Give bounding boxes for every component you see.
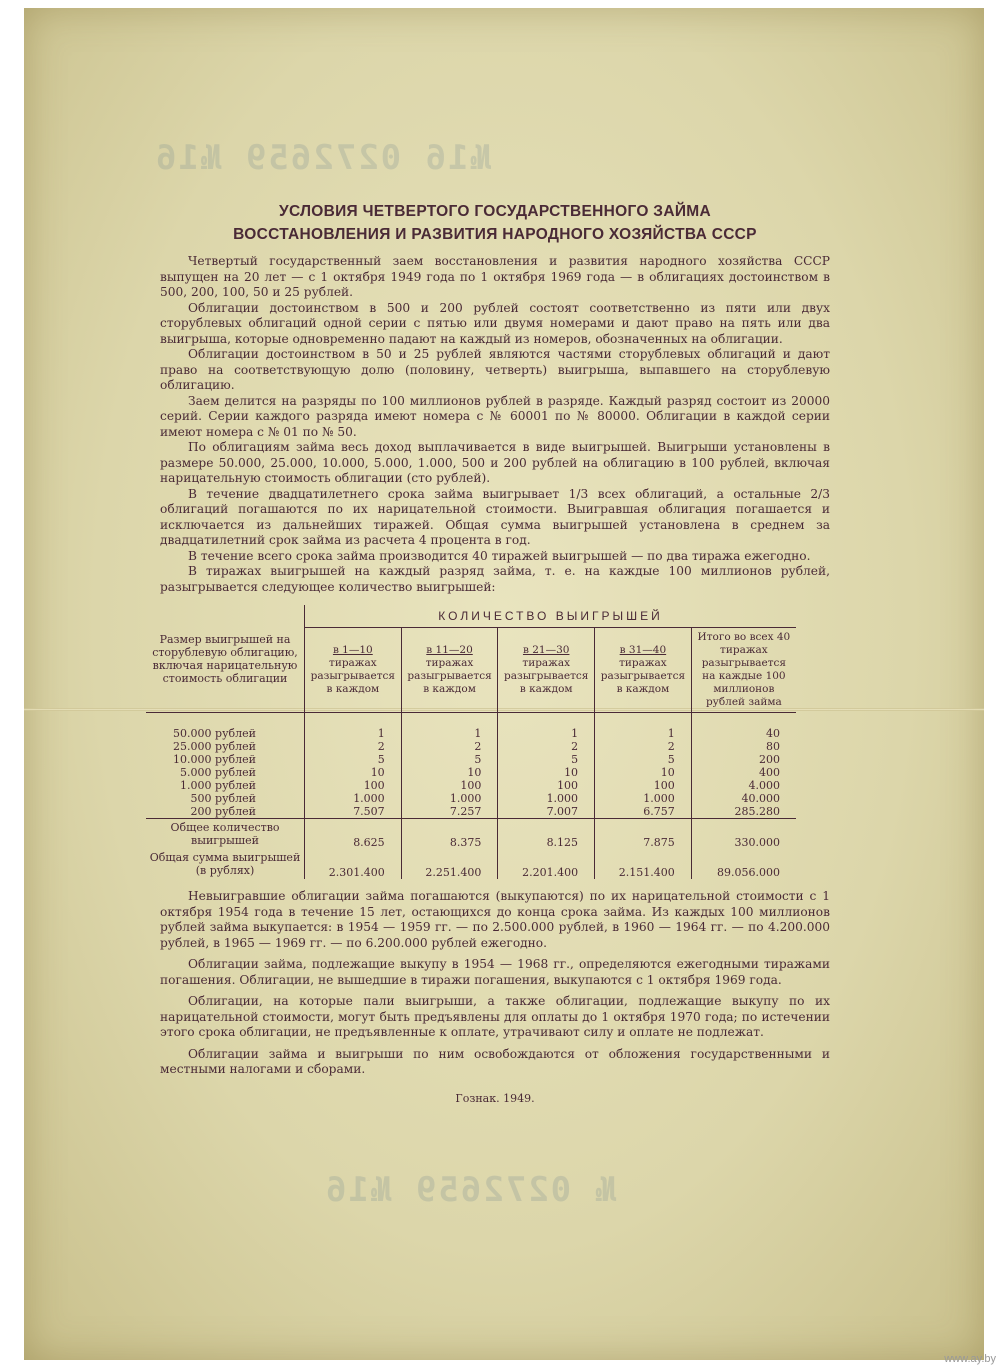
table-cell: 8.625 [305,819,402,850]
table-cell: 7.875 [595,819,692,850]
table-row [146,849,796,879]
table-cell: 2.301.400 [305,849,402,879]
total-count-label: Общее количество выигрышей [146,819,305,850]
column-header: в 1—10 тиражах разыгрывается в каждом [305,628,402,713]
table-cell: 400 [759,766,780,779]
table-cell: 5 [305,753,402,766]
prize-table [146,605,796,879]
table-cell: 7.007 [498,805,595,819]
table-cell: 330.000 [691,819,796,850]
table-cell: 1 [305,727,402,740]
table-cell: 40.000 [741,792,780,805]
prize-amount: 5.000 рублей [146,766,305,779]
total-sum-label: Общая сумма выигрышей (в рублях) [146,849,305,879]
closing-paragraphs [160,889,830,1078]
table-cell: 100 [595,779,692,792]
table-cell: 5 [498,753,595,766]
table-cell: 1.000 [401,792,498,805]
column-header: в 31—40 тиражах разыгрывается в каждом [595,628,692,713]
table-cell: 10 [498,766,595,779]
table-cell: 1.000 [305,792,402,805]
table-top-header: КОЛИЧЕСТВО ВЫИГРЫШЕЙ [305,605,797,628]
table-row [146,792,796,805]
table-cell: 1 [498,727,595,740]
prize-amount: 200 рублей [146,805,305,819]
table-cell: 2 [305,740,402,753]
table-cell: 200 [759,753,780,766]
prize-amount: 25.000 рублей [146,740,305,753]
table-cell: 10 [305,766,402,779]
table-row [146,727,796,740]
paragraph: Облигации достоинством в 50 и 25 рублей являются частями сторублевых облигаций и дают право на соответствующую долю (половину, четверть) выигрыша, выпавшего на сторублевую облигацию. [160,347,830,392]
table-cell: 100 [401,779,498,792]
bleed-through-serial-top: №16 0272659 №16 [154,138,492,178]
table-cell: 2.201.400 [498,849,595,879]
title-line-1: УСЛОВИЯ ЧЕТВЕРТОГО ГОСУДАРСТВЕННОГО ЗАЙМА [279,203,711,220]
table-left-header: Размер выигрышей на сторублевую облигацию, включая нарицательную стоимость облигации [146,605,305,713]
table-cell: 7.507 [305,805,402,819]
table-cell: 5 [401,753,498,766]
table-cell: 4.000 [748,779,780,792]
table-cell: 285.280 [734,805,780,818]
table-cell: 8.375 [401,819,498,850]
paragraph: Заем делится на разряды по 100 миллионов рублей в разряде. Каждый разряд состоит из 20000 серий. Серии каждого разряда имеют номера с № 60001 по № 80000. Облигации в каждой серии имеют номера с № 01 по № 50. [160,393,830,439]
table-cell: 80 [766,740,780,753]
paragraph: Невыигравшие облигации займа погашаются (выкупаются) по их нарицательной стоимости с 1 октября 1954 года в течение 15 лет, остающихся до конца срока займа. Из каждых 100 миллионов рублей займа выкупается: в 1954 — 1959 гг. — по 2.500.000 рублей, в 1960 — 1964 гг. — по 4.200.000 рублей, в 1965 — 1969 гг. — по 6.200.000 рублей ежегодно. [160,889,830,950]
column-header: в 21—30 тиражах разыгрывается в каждом [498,628,595,713]
table-row [146,766,796,779]
table-cell: 8.125 [498,819,595,850]
paragraph: Облигации займа и выигрыши по ним освобождаются от обложения государственными и местными налогами и сборами. [160,1046,830,1076]
prize-amount: 50.000 рублей [146,727,305,740]
table-cell: 40 [766,727,780,740]
paragraph: Четвертый государственный заем восстановления и развития народного хозяйства СССР выпущен на 20 лет — с 1 октября 1949 года по 1 октября 1969 года — в облигациях достоинством в 500, 200, 100, 50 и 25 рублей. [160,254,830,299]
table-row [146,740,796,753]
table-cell: 1.000 [498,792,595,805]
paragraph: Облигации достоинством в 500 и 200 рублей состоят соответственно из пяти или двух сторублевых облигаций одной серии с пятью или двумя номерами и дают право на пять или два выигрыша, которые одновременно падают на каждый из номеров, обозначенных на облигации. [160,300,830,346]
column-header-total: Итого во всех 40 тиражах разыгрывается на каждые 100 миллионов рублей займа [691,628,796,713]
table-cell: 2.251.400 [401,849,498,879]
table-cell: 2 [595,740,692,753]
prize-amount: 1.000 рублей [146,779,305,792]
printer-imprint: Гознак. 1949. [455,1091,535,1105]
table-cell: 2 [498,740,595,753]
paragraph: Облигации займа, подлежащие выкупу в 1954 — 1968 гг., определяются ежегодными тиражами погашения. Облигации, не вышедшие в тиражи погашения, выкупаются с 1 октября 1969 года. [160,957,830,987]
table-cell: 1 [595,727,692,740]
table-row [146,805,796,819]
table-cell: 1 [401,727,498,740]
table-cell: 89.056.000 [717,866,780,879]
title-line-2: ВОССТАНОВЛЕНИЯ И РАЗВИТИЯ НАРОДНОГО ХОЗЯЙСТВА СССР [233,226,757,243]
table-cell: 2 [401,740,498,753]
intro-paragraphs [160,254,830,595]
bond-conditions [149,200,830,1105]
table-cell: 2.151.400 [595,849,692,879]
paragraph: В тиражах выигрышей на каждый разряд займа, т. е. на каждые 100 миллионов рублей, разыгрывается следующее количество выигрышей: [160,564,830,594]
table-row [146,753,796,766]
table-cell: 6.757 [595,805,692,819]
paragraph: В течение двадцатилетнего срока займа выигрывает 1/3 всех облигаций, а остальные 2/3 облигаций погашаются по их нарицательной стоимости. Выигравшая облигация погашается и исключается из дальнейших тиражей. Общая сумма выигрышей установлена в среднем за двадцатилетний срок займа из расчета 4 процента в год. [160,486,830,547]
prize-amount: 500 рублей [146,792,305,805]
column-header: в 11—20 тиражах разыгрывается в каждом [401,628,498,713]
table-row [146,779,796,792]
table-cell: 100 [305,779,402,792]
paragraph: В течение всего срока займа производится 40 тиражей выигрышей — по два тиража ежегодно. [188,548,811,563]
bleed-through-serial-bottom: № 0272659 №16 [324,1170,617,1210]
table-cell: 5 [595,753,692,766]
site-watermark: www.ay.by [944,1353,996,1365]
prize-amount: 10.000 рублей [146,753,305,766]
table-cell: 10 [401,766,498,779]
paragraph: По облигациям займа весь доход выплачивается в виде выигрышей. Выигрыши установлены в размере 50.000, 25.000, 10.000, 5.000, 1.000, 500 и 200 рублей на облигацию в 100 рублей, включая нарицательную стоимость облигации (сто рублей). [160,440,830,485]
table-cell: 100 [498,779,595,792]
table-row [146,819,796,850]
table-cell: 1.000 [595,792,692,805]
table-cell: 7.257 [401,805,498,819]
table-cell: 10 [595,766,692,779]
title [160,200,830,246]
paragraph: Облигации, на которые пали выигрыши, а также облигации, подлежащие выкупу по их нарицательной стоимости, могут быть предъявлены для оплаты до 1 октября 1970 года; по истечении этого срока облигации, не предъявленные к оплате, утрачивают силу и оплате не подлежат. [160,994,830,1039]
